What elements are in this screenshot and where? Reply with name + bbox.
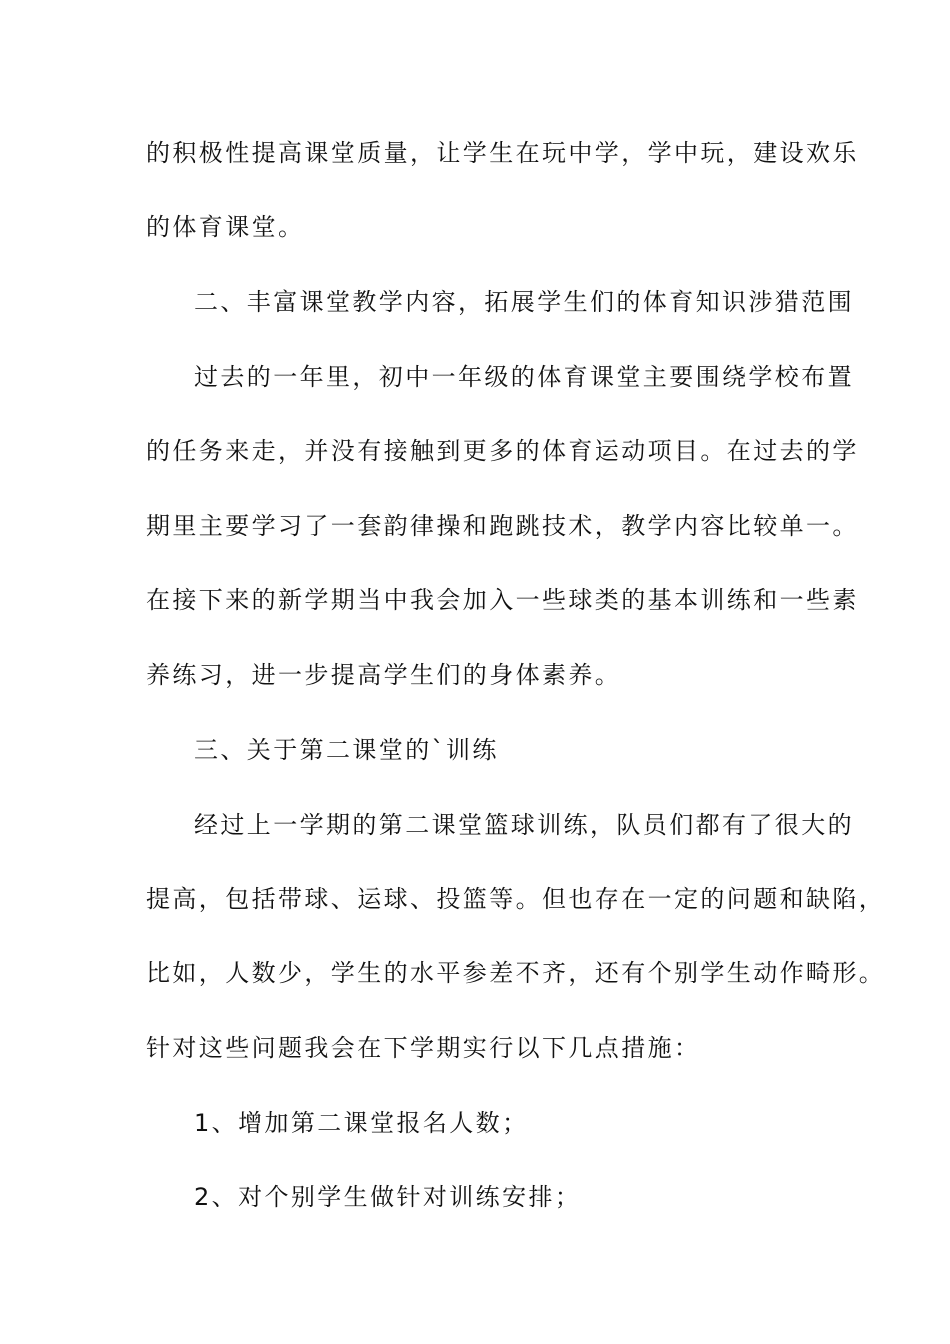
- section-heading-3: 三、关于第二课堂的`训练: [194, 736, 499, 764]
- list-item: 1、增加第二课堂报名人数；: [194, 1109, 529, 1137]
- paragraph-line: 的积极性提高课堂质量，让学生在玩中学，学中玩，建设欢乐: [146, 139, 859, 167]
- paragraph-line: 的体育课堂。: [146, 213, 305, 241]
- paragraph-line: 期里主要学习了一套韵律操和跑跳技术，教学内容比较单一。: [146, 512, 859, 540]
- section-heading-2: 二、丰富课堂教学内容，拓展学生们的体育知识涉猎范围: [194, 288, 854, 316]
- paragraph-line: 经过上一学期的第二课堂篮球训练，队员们都有了很大的: [194, 811, 854, 839]
- paragraph-line: 比如，人数少，学生的水平参差不齐，还有个别学生动作畸形。: [146, 959, 886, 987]
- paragraph-line: 过去的一年里，初中一年级的体育课堂主要围绕学校布置: [194, 363, 854, 391]
- paragraph-line: 提高，包括带球、运球、投篮等。但也存在一定的问题和缺陷，: [146, 885, 886, 913]
- list-item: 2、对个别学生做针对训练安排；: [194, 1183, 582, 1211]
- paragraph-line: 的任务来走，并没有接触到更多的体育运动项目。在过去的学: [146, 437, 859, 465]
- paragraph-line: 养练习，进一步提高学生们的身体素养。: [146, 661, 622, 689]
- paragraph-line: 针对这些问题我会在下学期实行以下几点措施：: [146, 1034, 701, 1062]
- paragraph-line: 在接下来的新学期当中我会加入一些球类的基本训练和一些素: [146, 586, 859, 614]
